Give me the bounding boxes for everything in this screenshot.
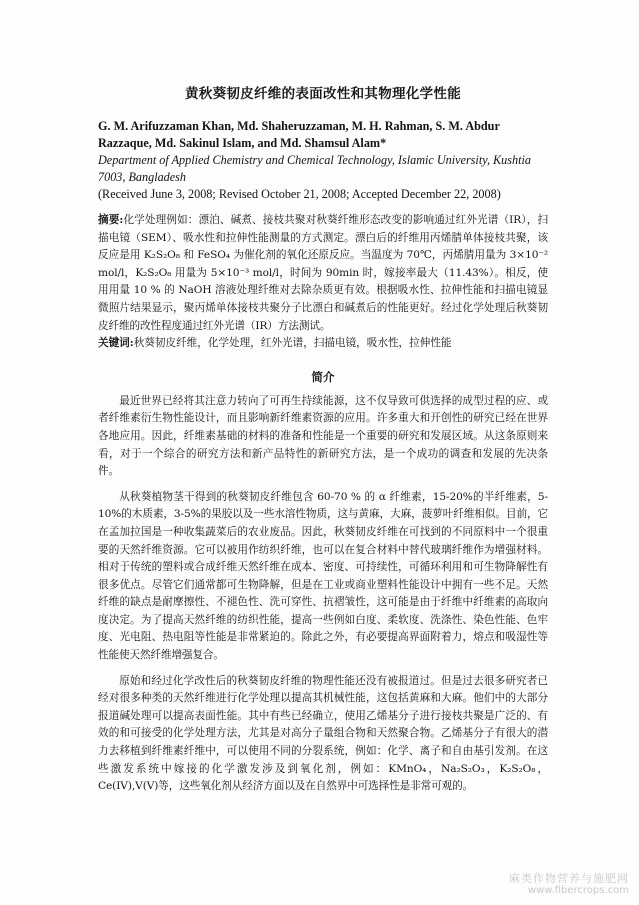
keywords (98, 335, 548, 353)
paragraph: 从秋葵植物茎干得到的秋葵韧皮纤维包含 60-70 % 的 α 纤维素，15-20%的半纤维素，5-10%的木质素，3-5%的果胶以及一些水溶性物质，这与黄麻，大麻，菠萝叶纤维相似。目前，它在孟加拉国是一种收集蔬菜后的农业废品。因此，秋葵韧皮纤维在可找到的不同原料中一个很重要的天然纤维资源。它可以被用作纺织纤维，也可以在复合材料中替代玻璃纤维作为增强材料。相对于传统的塑料或合成纤维天然纤维在成本、密度、可持续性，可循环利用和可生物降解性有很多优点。尽管它们通常都可生物降解，但是在工业或商业塑料性能设计中拥有一些不足。天然纤维的缺点是耐摩擦性、不褪色性、洗可穿性、抗褶皱性，这可能是由于纤维中纤维素的高取向度决定。为了提高天然纤维的纺织性能，提高一些例如白度、柔软度、洗涤性、染色性能、色牢度、光电阻、热电阻等性能是非常紧迫的。除此之外，有必要提高界面附着力，熔点和吸湿性等性能使天然纤维增强复合。 (98, 490, 548, 662)
paragraph: 最近世界已经将其注意力转向了可再生持续能源，这不仅导致可供选择的成型过程的应、或者纤维素衍生物性能设计，而且影响新纤维素资源的应用。许多重大和开创性的研究已经在世界各地应用。因此，纤维素基础的材料的准备和性能是一个重要的研究和发展区域。从这条原则来看，对于一个综合的研究方法和新产品特性的新研究方法，是一个成功的调查和发展的先决条件。 (98, 394, 548, 478)
affiliation: Department of Applied Chemistry and Chemical Technology, Islamic University, Kushtia 7003, Bangladesh (98, 153, 531, 184)
watermark-url: www.fibercrops.com (527, 885, 629, 896)
watermark-site-name: 麻类作物营养与施肥网 (509, 872, 629, 885)
paper-title: 黄秋葵韧皮纤维的表面改性和其物理化学性能 (185, 86, 461, 102)
abstract-text: 化学处理例如：漂泊、碱煮、接枝共聚对秋葵纤维形态改变的影响通过红外光谱（IR），扫描电镜（SEM）、吸水性和拉伸性能测量的方式测定。漂白后的纤维用丙烯腈单体接枝共聚，该反应是用 K₂S₂O₈ 和 FeSO₄ 为催化剂的氧化还原反应。当温度为 70℃，丙烯腈用量为 3×10⁻² mol/l，K₂S₂O₈ 用量为 5×10⁻³ mol/l，时间为 90min 时，嫁接率最大（11.43%）。相反，使用用量 10 % 的 NaOH 溶液处理纤维对去除杂质更有效。根据吸水性、拉伸性能和扫描电镜显微照片结果显示，聚丙烯单体接枝共聚分子比漂白和碱煮后的性能更好。经过化学处理后秋葵韧皮纤维的改性程度通过红外光谱（IR）方法测试。 (98, 214, 548, 332)
keywords-label: 关键词: (98, 337, 134, 350)
paragraph: 原始和经过化学改性后的秋葵韧皮纤维的物理性能还没有被报道过。但是过去很多研究者已经对很多种类的天然纤维进行化学处理以提高其机械性能，这包括黄麻和大麻。他们中的大部分报道碱处理可以提高表面性能。其中有些已经确立，使用乙烯基分子进行接枝共聚是广泛的、有效的和可接受的化学处理方法，尤其是对高分子量组合物和天然聚合物。乙烯基分子有很大的潜力去移植到纤维素纤维中，可以使用不同的分裂系统，例如：化学、离子和自由基引发剂。在这些激发系统中嫁接的化学激发涉及到氧化剂，例如：KMnO₄，Na₂S₂O₃，K₂S₂O₈，Ce(IV),V(V)等，这些氧化剂从经济方面以及在自然界中可选择性是非常可观的。 (98, 674, 548, 793)
keywords-text: 秋葵韧皮纤维，化学处理，红外光谱，扫描电镜，吸水性，拉伸性能 (133, 337, 452, 350)
received-dates: (Received June 3, 2008; Revised October 21, 2008; Accepted December 22, 2008) (98, 187, 501, 201)
abstract-label: 摘要: (98, 214, 124, 226)
watermark (509, 873, 629, 897)
section-title-intro: 简介 (311, 369, 335, 384)
abstract (98, 212, 548, 335)
author-list: G. M. Arifuzzaman Khan, Md. Shaheruzzaman, M. H. Rahman, S. M. Abdur Razzaque, Md. Sakinul Islam, and Md. Shamsul Alam* (98, 119, 500, 150)
paper-page (98, 72, 548, 796)
